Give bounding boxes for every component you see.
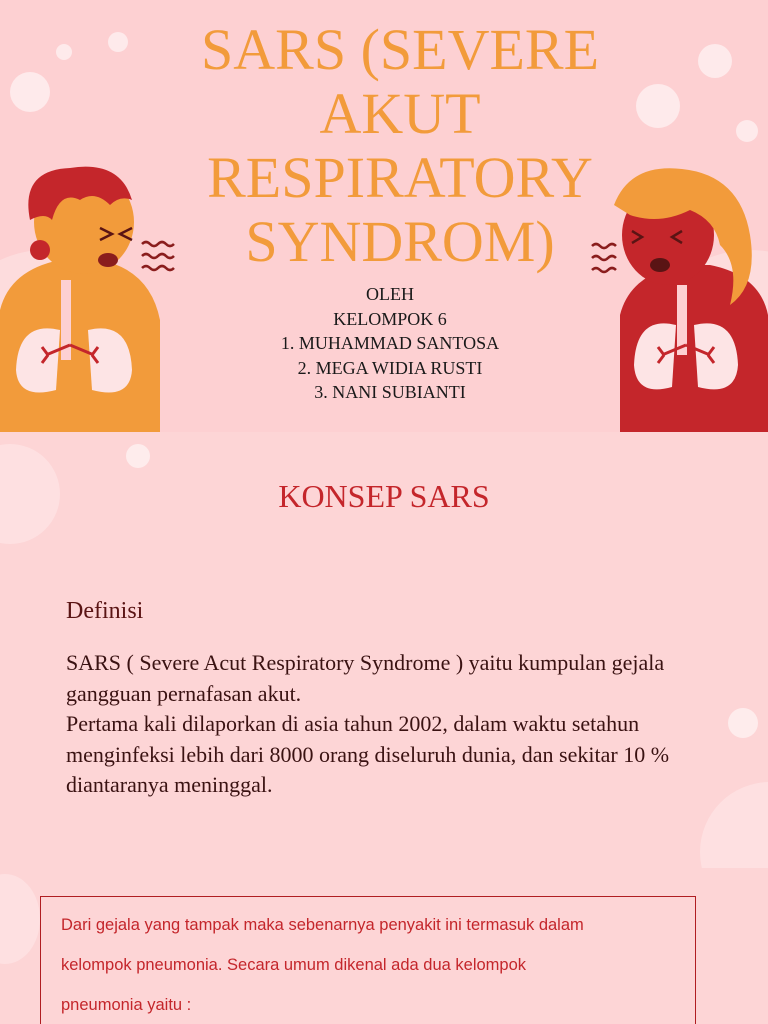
info-box-text: [61, 905, 681, 1024]
title-slide: [0, 0, 768, 432]
title-line: AKUT: [319, 81, 481, 146]
section-heading: KONSEP SARS: [278, 478, 490, 514]
definition-paragraph: SARS ( Severe Acut Respiratory Syndrome ) yaitu kumpulan gejala gangguan pernafasan akut.: [66, 650, 665, 706]
member-name: 2. MEGA WIDIA RUSTI: [297, 357, 483, 378]
author-by-label: OLEH: [366, 284, 414, 304]
group-label: KELOMPOK 6: [333, 308, 447, 329]
member-name: 1. MUHAMMAD SANTOSA: [280, 333, 500, 353]
decor-dot: [56, 44, 72, 60]
slide-title: [130, 18, 670, 274]
info-line: Dari gejala yang tampak maka sebenarnya penyakit ini termasuk dalam: [61, 916, 584, 934]
decor-dot: [728, 708, 758, 738]
author-list: [190, 282, 590, 405]
definition-slide: [0, 432, 768, 868]
title-line: RESPIRATORY: [207, 145, 593, 210]
decor-dot: [108, 32, 128, 52]
info-box: [40, 896, 696, 1024]
definition-heading: Definisi: [66, 598, 144, 624]
pneumonia-slide: [0, 868, 768, 1024]
title-line: SARS (SEVERE: [200, 17, 599, 82]
definition-body: [66, 648, 716, 801]
decor-dot: [698, 44, 732, 78]
decor-dot: [10, 72, 50, 112]
decor-dot: [736, 120, 758, 142]
title-line: SYNDROM): [245, 209, 555, 274]
decor-blob: [0, 874, 40, 964]
definition-paragraph: Pertama kali dilaporkan di asia tahun 2002, dalam waktu setahun menginfeksi lebih dari 8000 orang diseluruh dunia, dan sekitar 10 % diantaranya meninggal.: [66, 711, 670, 797]
info-line: kelompok pneumonia. Secara umum dikenal ada dua kelompok: [61, 956, 527, 974]
member-name: 3. NANI SUBIANTI: [314, 382, 466, 402]
decor-dot: [126, 444, 150, 468]
info-line: pneumonia yaitu :: [61, 996, 192, 1014]
